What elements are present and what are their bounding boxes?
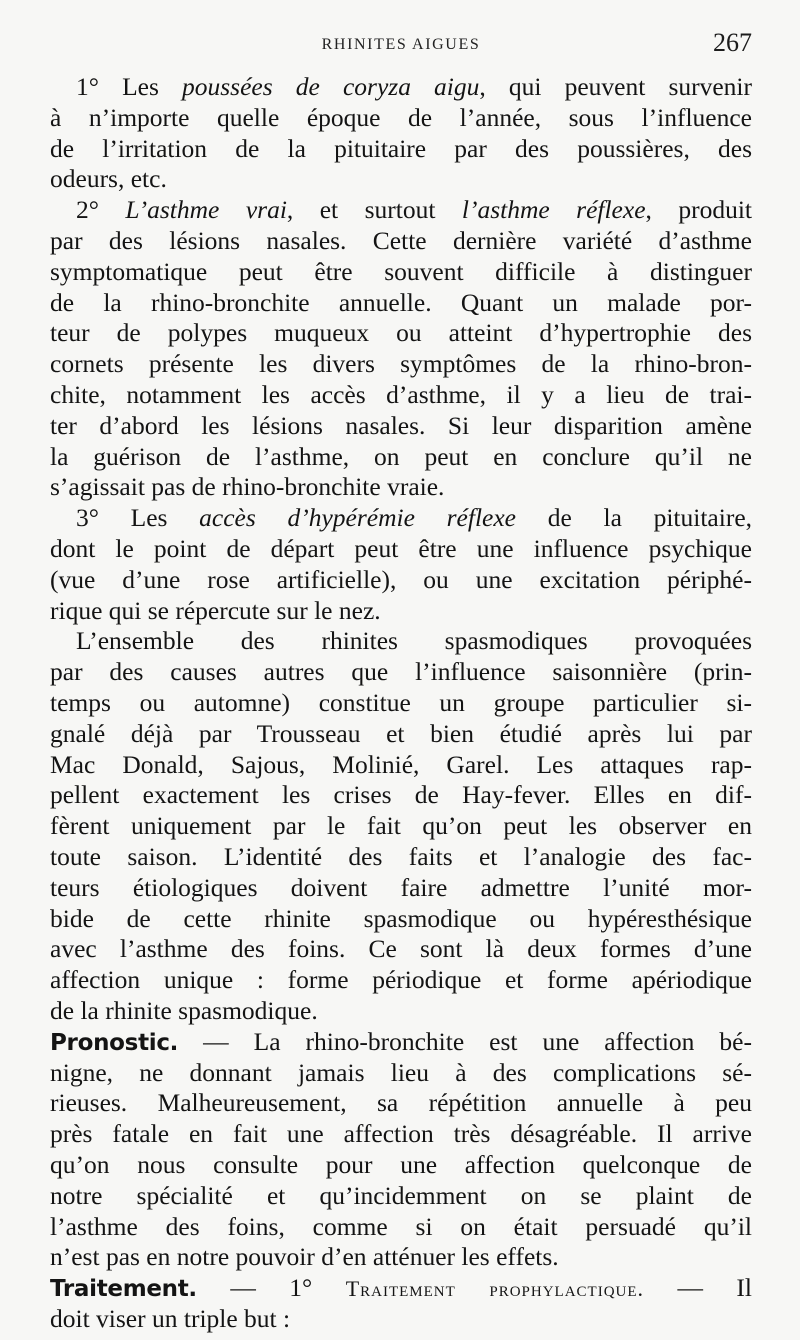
italic-phrase: L’asthme vrai <box>125 195 287 225</box>
text-run: de la pituitaire, <box>516 503 753 533</box>
text-run: pellent exactement les crises de Hay-fever. Elles en dif- <box>50 780 752 810</box>
text-run: de la rhino-bronchite annuelle. Quant un malade por- <box>50 287 752 317</box>
text-line <box>50 780 752 810</box>
text-line <box>50 1212 752 1242</box>
text-run: s’agissait pas de rhino-bronchite vraie. <box>50 472 445 502</box>
text-run: teur de polypes muqueux ou atteint d’hypertrophie des <box>50 318 752 348</box>
text-run: 2° <box>76 195 126 225</box>
text-line <box>50 657 752 687</box>
small-caps-heading: Traitement prophylactique. <box>345 1276 645 1302</box>
text-line <box>50 904 752 934</box>
text-run: n’est pas en notre pouvoir d’en atténuer les effets. <box>50 1242 559 1272</box>
text-run: , qui peuvent survenir <box>479 72 752 101</box>
text-line <box>50 442 752 472</box>
section-heading: Traitement. <box>50 1276 197 1303</box>
text-run: qu’on nous consulte pour une affection quelconque de <box>50 1150 752 1179</box>
text-line <box>50 1273 752 1303</box>
page-number: 267 <box>713 28 752 57</box>
text-run: notre spécialité et qu’incidemment on se plaint de <box>50 1180 752 1210</box>
text-line <box>50 103 752 133</box>
text-run: par des causes autres que l’influence saisonnière (prin- <box>50 657 752 687</box>
text-run: symptomatique peut être souvent difficile à distinguer <box>50 256 752 286</box>
text-line <box>50 1027 752 1057</box>
text-line <box>50 134 752 164</box>
text-run: avec l’asthme des foins. Ce sont là deux formes d’une <box>50 934 752 964</box>
text-run: rique qui se répercute sur le nez. <box>50 595 381 625</box>
text-line <box>50 288 752 318</box>
text-run: — La rhino-bronchite est une affection bé- <box>178 1026 752 1056</box>
text-run: L’ensemble des rhinites spasmodiques provoquées <box>76 626 752 656</box>
text-line <box>50 411 752 441</box>
italic-phrase: poussées de coryza aigu <box>182 72 480 101</box>
running-title: RHINITES AIGUES <box>321 36 481 53</box>
text-run: Mac Donald, Sajous, Molinié, Garel. Les attaques rap- <box>50 749 752 779</box>
text-line <box>50 195 752 225</box>
text-line <box>50 750 752 780</box>
text-line <box>50 1242 752 1272</box>
text-line <box>50 1088 752 1118</box>
text-run: dont le point de départ peut être une influence psychique <box>50 534 752 563</box>
text-line <box>50 472 752 502</box>
text-line <box>50 596 752 626</box>
text-run: affection unique : forme périodique et forme apériodique <box>50 965 752 995</box>
text-line <box>50 626 752 656</box>
text-line <box>50 503 752 533</box>
italic-phrase: accès d’hypérémie réflexe <box>199 503 517 533</box>
text-line <box>50 349 752 379</box>
text-line <box>50 1181 752 1211</box>
text-run: l’asthme des foins, comme si on était persuadé qu’il <box>50 1211 752 1241</box>
text-run: bide de cette rhinite spasmodique ou hypéresthésique <box>50 903 752 933</box>
text-run: par des lésions nasales. Cette dernière variété d’asthme <box>50 226 752 255</box>
text-run: teurs étiologiques doivent faire admettre l’unité mor- <box>50 872 752 902</box>
text-run: rieuses. Malheureusement, sa répétition annuelle à peu <box>50 1088 752 1118</box>
text-line <box>50 226 752 256</box>
text-run: nigne, ne donnant jamais lieu à des complications sé- <box>50 1057 752 1087</box>
text-line <box>50 1058 752 1088</box>
text-run: de l’irritation de la pituitaire par des poussières, des <box>50 133 752 163</box>
text-run: toute saison. L’identité des faits et l’analogie des fac- <box>50 842 752 871</box>
text-run: près fatale en fait une affection très désagréable. Il arrive <box>50 1119 752 1149</box>
text-line <box>50 164 752 194</box>
text-run: odeurs, etc. <box>50 164 167 194</box>
text-line <box>50 257 752 287</box>
text-run: doit viser un triple but : <box>50 1304 291 1333</box>
section-heading: Pronostic. <box>50 1029 179 1056</box>
text-run: (vue d’une rose artificielle), ou une excitation périphé- <box>50 564 752 594</box>
text-line <box>50 688 752 718</box>
text-line <box>50 318 752 348</box>
text-run: à n’importe quelle époque de l’année, sous l’influence <box>50 102 752 132</box>
text-line <box>50 996 752 1026</box>
text-line <box>50 72 752 102</box>
text-line <box>50 1119 752 1149</box>
book-page <box>50 0 752 1340</box>
text-run: ter d’abord les lésions nasales. Si leur disparition amène <box>50 410 752 440</box>
text-run: chite, notamment les accès d’asthme, il y a lieu de trai- <box>50 380 752 409</box>
text-run: , et surtout <box>286 195 462 225</box>
text-line <box>50 1304 752 1334</box>
text-run: — 1° <box>196 1273 346 1303</box>
text-line <box>50 811 752 841</box>
text-line <box>50 873 752 903</box>
text-line <box>50 719 752 749</box>
text-run: cornets présente les divers symptômes de la rhino-bron- <box>50 349 752 379</box>
text-line <box>50 934 752 964</box>
text-run: 3° Les <box>76 503 200 533</box>
text-run: la guérison de l’asthme, on peut en conclure qu’il ne <box>50 441 752 471</box>
italic-phrase: l’asthme réflexe <box>461 195 646 225</box>
text-run: temps ou automne) constitue un groupe particulier si- <box>50 688 752 717</box>
text-line <box>50 842 752 872</box>
text-line <box>50 965 752 995</box>
text-line <box>50 1150 752 1180</box>
text-run: fèrent uniquement par le fait qu’on peut les observer en <box>50 811 752 841</box>
text-run: , produit <box>645 195 753 225</box>
page-header <box>50 28 752 62</box>
text-run: gnalé déjà par Trousseau et bien étudié après lui par <box>50 718 752 748</box>
text-run: 1° Les <box>76 72 182 101</box>
text-run: — Il <box>644 1273 753 1303</box>
text-line <box>50 534 752 564</box>
text-line <box>50 380 752 410</box>
text-line <box>50 565 752 595</box>
text-run: de la rhinite spasmodique. <box>50 996 318 1025</box>
